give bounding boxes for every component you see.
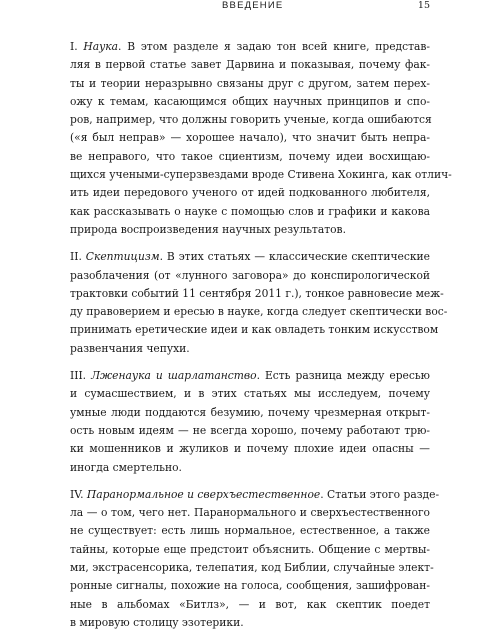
text-line: I. Наука. В этом разделе я задаю тон всей книге, представ-: [70, 40, 430, 53]
text-line: ров, например, что должны говорить ученые, когда ошибаются: [70, 113, 432, 127]
text-line: тайны, которые еще предстоит объяснить. Общение с мертвы-: [70, 542, 430, 556]
text-line: умные люди поддаются безумию, почему чрезмерная открыт-: [70, 405, 430, 419]
section-number: IV.: [70, 487, 84, 501]
text-line: ду правоверием и ересью в науке, когда следует скептически вос-: [70, 305, 448, 319]
section-title: Наука: [83, 40, 119, 53]
text-line: ми, экстрасенсорика, телепатия, код Библии, случайные элект-: [70, 561, 434, 575]
text-line: развенчания чепухи.: [70, 341, 190, 355]
section-skepticism: [70, 248, 448, 358]
section-number: III.: [70, 369, 87, 383]
section-title: Паранормальное и сверхъестественное: [86, 487, 321, 501]
text-line: щихся учеными-суперзвездами вроде Стивена Хокинга, как отлич-: [70, 168, 452, 182]
section-paragraph: [70, 248, 448, 358]
text-line: и сумасшествием, и в этих статьях мы исследуем, почему: [70, 387, 430, 401]
section-paragraph: [70, 367, 430, 477]
text-line: ве неправого, что такое сциентизм, почему идеи восхищаю-: [70, 149, 430, 163]
text-line: ла — о том, чего нет. Паранормального и сверхъестественного: [70, 506, 430, 520]
text-line: трактовки событий 11 сентября 2011 г.), тонкое равновесие меж-: [70, 286, 444, 300]
text-line: ожу к темам, касающимся общих научных принципов и спо-: [70, 94, 430, 108]
section-title: Скептицизм: [85, 250, 160, 264]
text-line: природа воспроизведения научных результатов.: [70, 222, 346, 236]
text-line: ронные сигналы, похожие на голоса, сообщения, зашифрован-: [70, 579, 430, 593]
text-line: II. Скептицизм. В этих статьях — классические скептические: [70, 250, 430, 264]
text-line: в мировую столицу эзотерики.: [70, 615, 244, 629]
section-number: I.: [70, 40, 78, 53]
text-line: ость новым идеям — не всегда хорошо, почему работают трю-: [70, 423, 430, 437]
text-line: III. Лженаука и шарлатанство. Есть разница между ересью: [70, 369, 430, 383]
text-line: IV. Паранормальное и сверхъестественное. Статьи этого разде-: [70, 487, 440, 501]
text-line: ить идеи передового ученого от идей подкованного любителя,: [70, 186, 430, 200]
text-line: не существует: есть лишь нормальное, естественное, а также: [70, 524, 430, 538]
text-line: ты и теории неразрывно связаны друг с другом, затем перех-: [70, 76, 430, 90]
section-paragraph: [70, 486, 440, 632]
section-pseudoscience: [70, 367, 430, 477]
text-line: ляя в первой статье завет Дарвина и показывая, почему фак-: [70, 58, 430, 72]
running-head: [70, 0, 430, 14]
page-number: 15: [417, 0, 430, 11]
chapter-title: ВВЕДЕНИЕ: [222, 0, 284, 11]
text-line: иногда смертельно.: [70, 460, 182, 474]
text-line: ные в альбомах «Битлз», — и вот, как скептик поедет: [70, 597, 430, 611]
body-text: [70, 38, 452, 632]
section-paranormal: [70, 486, 440, 632]
text-line: («я был неправ» — хорошее начало), что значит быть непра-: [70, 131, 430, 145]
text-line: принимать еретические идеи и как овладеть тонким искусством: [70, 323, 439, 337]
section-science: [70, 38, 452, 239]
section-title: Лженаука и шарлатанство: [91, 369, 257, 383]
section-number: II.: [70, 250, 82, 264]
text-line: разоблачения (от «лунного заговора» до конспирологической: [70, 268, 430, 282]
text-line: ки мошенников и жуликов и почему плохие идеи опасны —: [70, 442, 430, 456]
text-line: как рассказывать о науке с помощью слов и графики и какова: [70, 204, 430, 218]
section-paragraph: [70, 38, 452, 239]
